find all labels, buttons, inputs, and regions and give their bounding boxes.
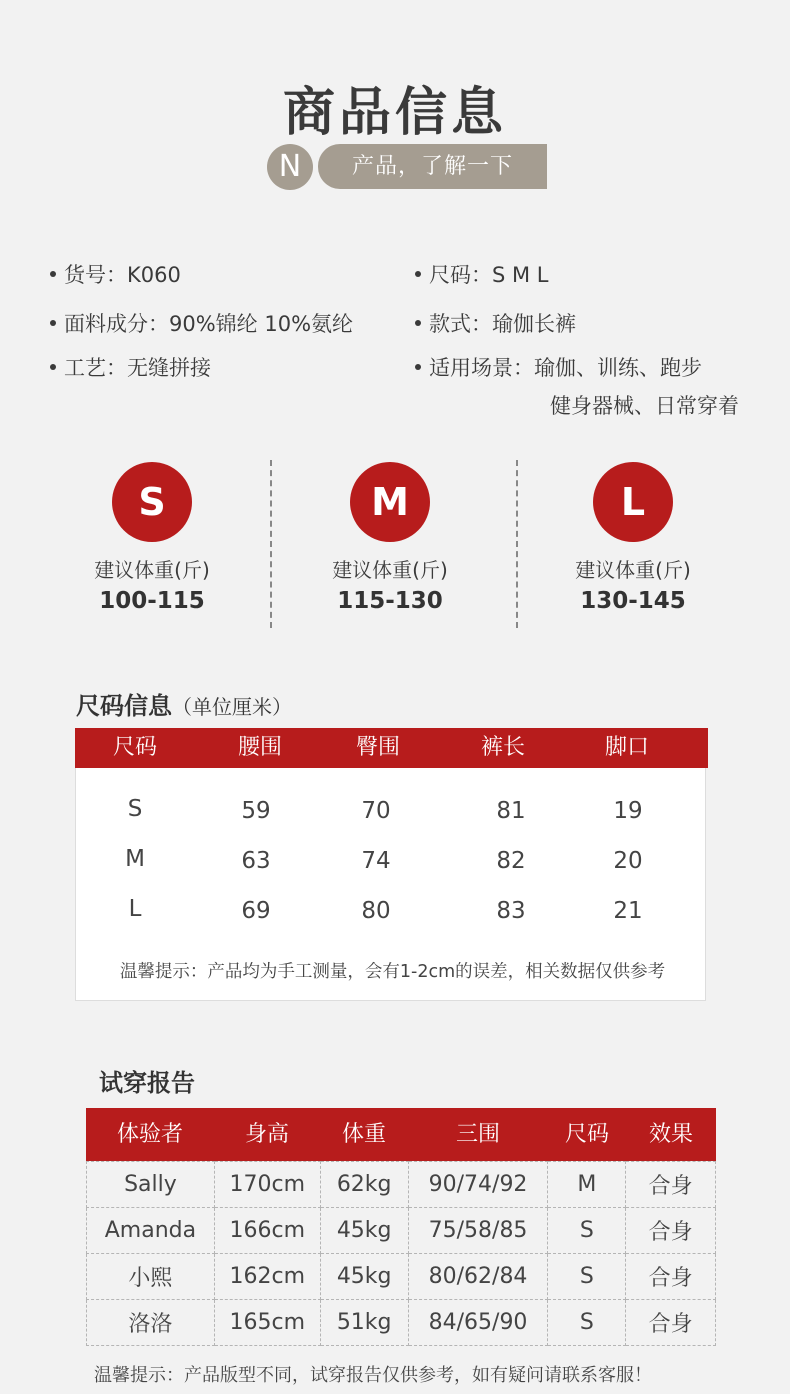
size-cell: 63	[241, 848, 271, 874]
bullet-icon	[50, 364, 56, 370]
size-col-header: 裤长	[480, 735, 525, 760]
size-cell: S	[127, 796, 143, 822]
size-col-header: 脚口	[604, 735, 649, 760]
report-cell: 90/74/92	[408, 1162, 548, 1208]
report-cell: 合身	[626, 1300, 716, 1346]
size-col-header: 尺码	[112, 735, 157, 760]
info-style	[415, 308, 576, 338]
report-col-header: 三围	[455, 1122, 500, 1147]
report-cell: M	[548, 1162, 626, 1208]
report-cell: 51kg	[320, 1300, 408, 1346]
divider	[270, 460, 272, 628]
size-cell: M	[125, 846, 145, 872]
report-cell: 80/62/84	[408, 1254, 548, 1300]
size-l-circle: L	[593, 462, 673, 542]
info-craft-text: 工艺：无缝拼接	[64, 356, 211, 380]
info-scene-text: 适用场景：瑜伽、训练、跑步	[429, 356, 702, 380]
weight-label-s: 建议体重(斤)	[94, 558, 210, 582]
size-cell: 81	[496, 798, 526, 824]
report-cell: 162cm	[214, 1254, 320, 1300]
report-note: 温馨提示：产品版型不同，试穿报告仅供参考，如有疑问请联系客服！	[94, 1365, 652, 1386]
brand-badge-letter: N	[267, 144, 313, 190]
size-cell: 82	[496, 848, 526, 874]
info-style-text: 款式：瑜伽长裤	[429, 312, 576, 336]
report-col-header: 体验者	[116, 1122, 183, 1147]
report-cell: S	[548, 1254, 626, 1300]
report-col-header: 体重	[341, 1122, 386, 1147]
report-cell: 170cm	[214, 1162, 320, 1208]
report-cell: Amanda	[87, 1208, 215, 1254]
weight-range-l: 130-145	[580, 588, 686, 614]
size-m-circle: M	[350, 462, 430, 542]
table-row	[87, 1208, 716, 1254]
info-fabric-text: 面料成分：90%锦纶 10%氨纶	[64, 312, 354, 336]
info-item-no-text: 货号：K060	[64, 263, 181, 287]
size-cell: 70	[361, 798, 391, 824]
info-scene-line2: 健身器械、日常穿着	[550, 394, 739, 418]
subtitle-pill: 产品，了解一下	[318, 144, 547, 189]
table-row	[87, 1254, 716, 1300]
report-cell: S	[548, 1300, 626, 1346]
info-fabric	[50, 308, 353, 338]
size-chart-heading	[76, 686, 292, 721]
report-cell: 166cm	[214, 1208, 320, 1254]
report-cell: 合身	[626, 1162, 716, 1208]
info-sizes	[415, 259, 549, 289]
size-chart-note: 温馨提示：产品均为手工测量，会有1-2cm的误差，相关数据仅供参考	[119, 962, 666, 982]
report-col-header: 身高	[244, 1122, 289, 1147]
divider	[516, 460, 518, 628]
bullet-icon	[415, 271, 421, 277]
report-cell: 62kg	[320, 1162, 408, 1208]
report-cell: 165cm	[214, 1300, 320, 1346]
table-row	[87, 1162, 716, 1208]
info-craft	[50, 352, 211, 382]
weight-label-m: 建议体重(斤)	[332, 558, 448, 582]
info-item-no	[50, 259, 181, 289]
size-cell: 21	[613, 898, 643, 924]
table-row	[87, 1300, 716, 1346]
size-cell: 20	[613, 848, 643, 874]
report-cell: 75/58/85	[408, 1208, 548, 1254]
report-cell: 合身	[626, 1208, 716, 1254]
report-col-header: 尺码	[564, 1122, 609, 1147]
report-table	[86, 1161, 716, 1346]
report-cell: S	[548, 1208, 626, 1254]
size-cell: 59	[241, 798, 271, 824]
size-chart-title: 尺码信息	[76, 692, 172, 720]
report-cell: 84/65/90	[408, 1300, 548, 1346]
size-col-header: 臀围	[355, 735, 400, 760]
report-cell: Sally	[87, 1162, 215, 1208]
bullet-icon	[415, 320, 421, 326]
report-cell: 合身	[626, 1254, 716, 1300]
weight-label-l: 建议体重(斤)	[575, 558, 691, 582]
size-cell: 80	[361, 898, 391, 924]
info-scene	[415, 352, 702, 382]
size-cell: 74	[361, 848, 391, 874]
size-cell: L	[128, 896, 142, 922]
report-cell: 小熙	[87, 1254, 215, 1300]
weight-range-m: 115-130	[337, 588, 443, 614]
report-cell: 洛洛	[87, 1300, 215, 1346]
size-col-header: 腰围	[237, 735, 282, 760]
size-chart-unit: （单位厘米）	[172, 695, 292, 719]
info-sizes-text: 尺码：S M L	[429, 263, 549, 287]
bullet-icon	[415, 364, 421, 370]
size-cell: 19	[613, 798, 643, 824]
report-cell: 45kg	[320, 1254, 408, 1300]
report-heading: 试穿报告	[99, 1069, 195, 1097]
size-cell: 83	[496, 898, 526, 924]
bullet-icon	[50, 271, 56, 277]
report-col-header: 效果	[648, 1122, 693, 1147]
weight-range-s: 100-115	[99, 588, 205, 614]
bullet-icon	[50, 320, 56, 326]
size-s-circle: S	[112, 462, 192, 542]
page-title: 商品信息	[282, 83, 507, 143]
report-cell: 45kg	[320, 1208, 408, 1254]
size-cell: 69	[241, 898, 271, 924]
